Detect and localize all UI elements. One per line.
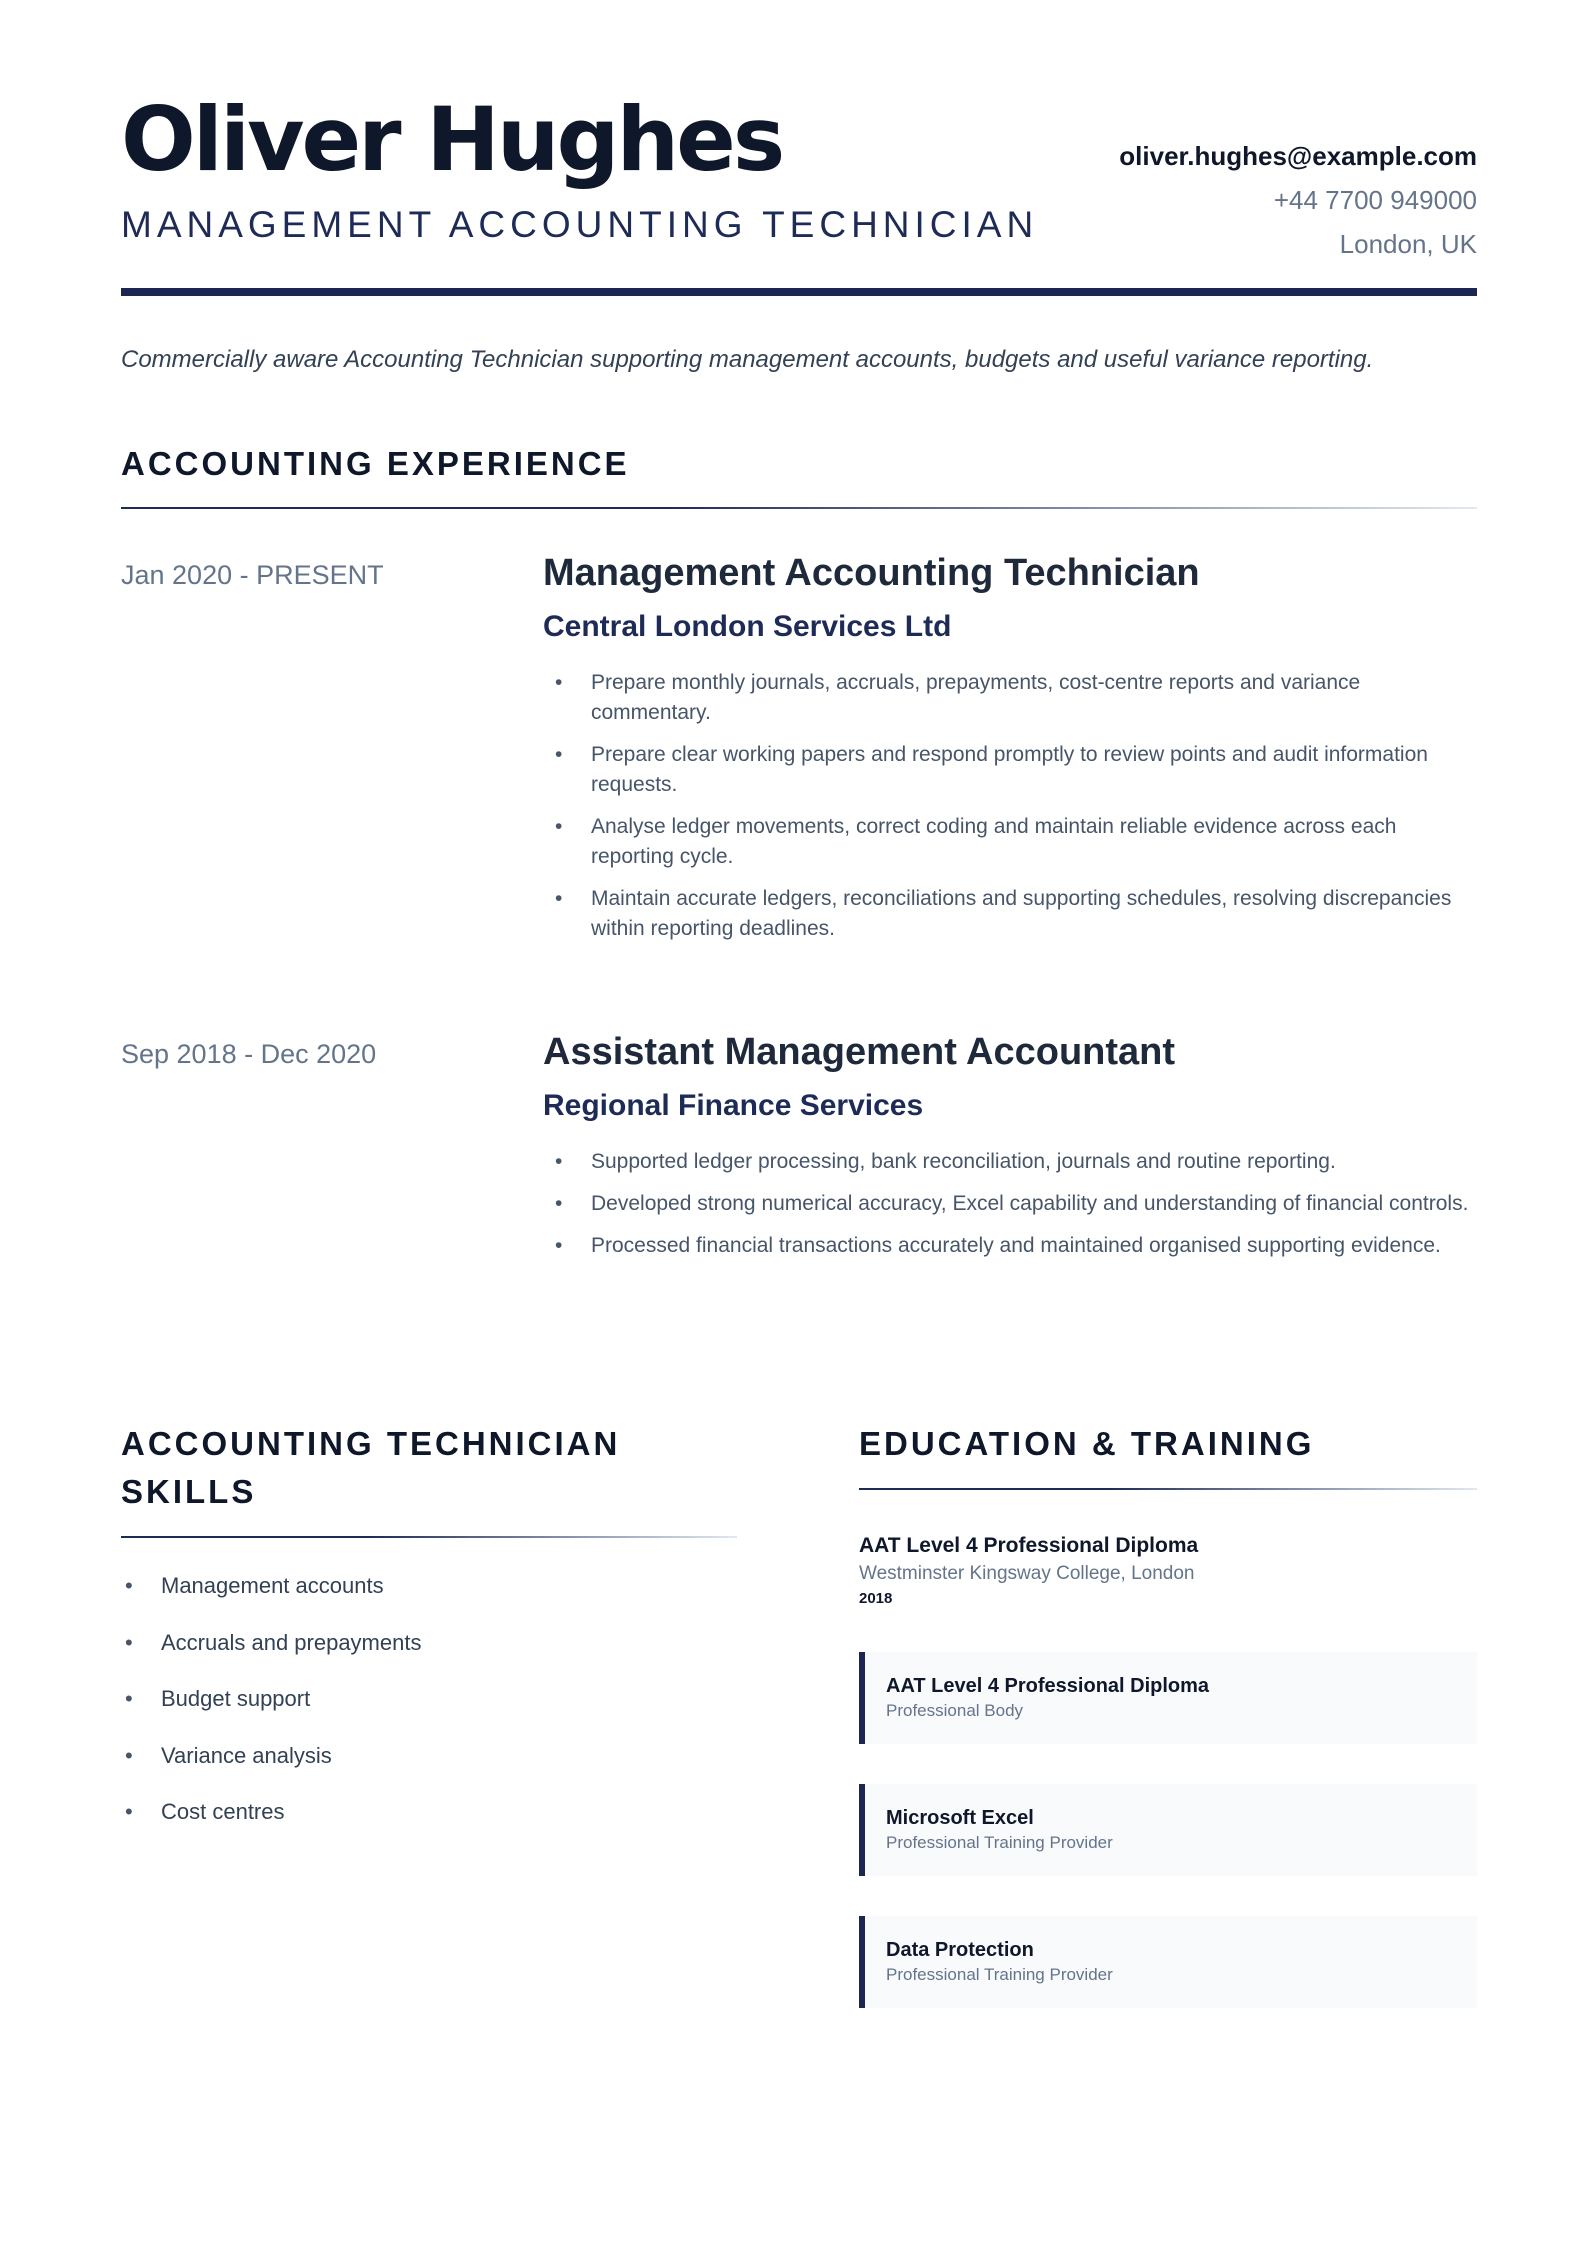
job-bullet: • Processed financial transactions accurately and maintained organised supporting evidence. (543, 1231, 1477, 1261)
degree-school: Westminster Kingsway College, London (859, 1563, 1195, 1584)
contact-block (1119, 134, 1477, 266)
cert-issuer: Professional Body (886, 1701, 1024, 1720)
skill-item: • Budget support (121, 1685, 737, 1713)
cert-title: Data Protection (886, 1939, 1034, 1961)
contact-phone: +44 7700 949000 (1273, 185, 1477, 215)
job-bullet: • Analyse ledger movements, correct coding and maintain reliable evidence across each reporting cycle. (543, 812, 1477, 872)
job-title: Assistant Management Accountant (543, 1031, 1176, 1073)
cert-issuer: Professional Training Provider (886, 1965, 1113, 1984)
job-company: Central London Services Ltd (543, 610, 952, 643)
education-divider (859, 1488, 1477, 1490)
skill-item: • Accruals and prepayments (121, 1629, 737, 1657)
education-section (859, 1420, 1477, 2008)
job-date: Jan 2020 - PRESENT (121, 560, 384, 590)
cert-title: AAT Level 4 Professional Diploma (886, 1675, 1210, 1697)
skills-section (121, 1420, 737, 1855)
job-bullet: • Supported ledger processing, bank reconciliation, journals and routine reporting. (543, 1147, 1477, 1177)
skill-item: • Variance analysis (121, 1742, 737, 1770)
skills-heading (121, 1420, 737, 1516)
candidate-name: Oliver Hughes (121, 88, 783, 191)
skills-heading-line: SKILLS (121, 1473, 257, 1510)
candidate-role: MANAGEMENT ACCOUNTING TECHNICIAN (121, 204, 1039, 245)
skills-divider (121, 1536, 737, 1538)
skills-list (121, 1572, 737, 1826)
job-bullet: • Prepare monthly journals, accruals, prepayments, cost-centre reports and variance commentary. (543, 668, 1477, 728)
certification-card (859, 1916, 1477, 2008)
experience-divider (121, 507, 1477, 509)
contact-email[interactable]: oliver.hughes@example.com (1119, 141, 1477, 171)
job-bullets (543, 1147, 1477, 1261)
degree-title: AAT Level 4 Professional Diploma (859, 1534, 1199, 1557)
experience-heading: ACCOUNTING EXPERIENCE (121, 445, 630, 482)
certification-card (859, 1652, 1477, 1744)
job-bullet: • Developed strong numerical accuracy, Excel capability and understanding of financial controls. (543, 1189, 1477, 1219)
education-entry (859, 1532, 1477, 1610)
resume-page (121, 0, 1477, 1984)
job-bullet: • Maintain accurate ledgers, reconciliations and supporting schedules, resolving discrepancies within reporting deadlines. (543, 884, 1477, 944)
degree-year: 2018 (859, 1590, 893, 1607)
education-heading: EDUCATION & TRAINING (859, 1425, 1315, 1462)
certification-card (859, 1784, 1477, 1876)
header-divider (121, 288, 1477, 296)
job-body (543, 1031, 1477, 1273)
skill-item: • Cost centres (121, 1798, 737, 1826)
job-company: Regional Finance Services (543, 1089, 924, 1122)
cert-issuer: Professional Training Provider (886, 1833, 1113, 1852)
skill-item: • Management accounts (121, 1572, 737, 1600)
resume-header (121, 0, 1477, 296)
cert-title: Microsoft Excel (886, 1807, 1034, 1829)
job-bullets (543, 668, 1477, 944)
contact-location: London, UK (1339, 229, 1477, 259)
profile-summary: Commercially aware Accounting Technician supporting management accounts, budgets and useful variance reporting. (121, 346, 1374, 373)
job-bullet: • Prepare clear working papers and respond promptly to review points and audit information requests. (543, 740, 1477, 800)
skills-heading-line: ACCOUNTING TECHNICIAN (121, 1425, 621, 1462)
job-date: Sep 2018 - Dec 2020 (121, 1039, 377, 1069)
job-body (543, 552, 1477, 956)
job-title: Management Accounting Technician (543, 552, 1200, 594)
